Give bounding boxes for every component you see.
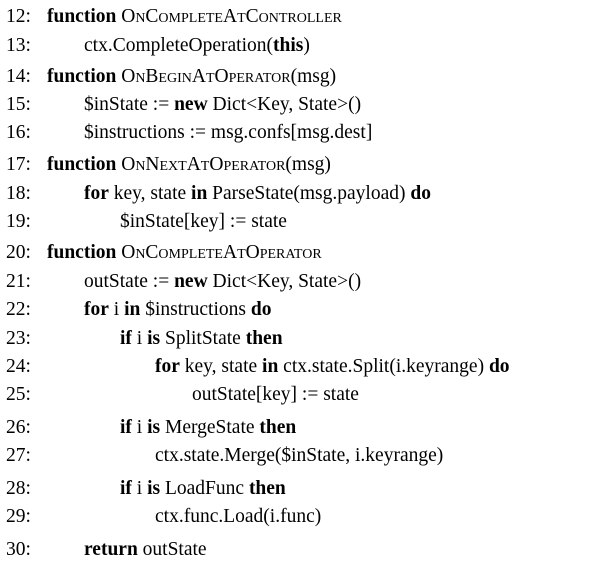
code-text: [120, 326, 283, 352]
code-text: [155, 354, 510, 380]
code-token: outState: [137, 539, 207, 560]
keyword: if: [120, 478, 132, 499]
keyword: in: [124, 299, 141, 320]
code-token: ctx.state.Split(i.keyrange): [278, 356, 489, 377]
keyword: then: [245, 328, 283, 349]
code-text: [84, 537, 207, 563]
code-token: LoadFunc: [160, 478, 249, 499]
keyword: do: [410, 183, 431, 204]
keyword: then: [248, 478, 286, 499]
keyword: do: [250, 299, 272, 320]
code-token: outState :=: [84, 271, 175, 292]
line-number: 17:: [6, 154, 31, 175]
line-number: 23:: [6, 328, 31, 349]
keyword: if: [120, 328, 132, 349]
code-token: ctx.CompleteOperation(: [84, 35, 273, 56]
code-token: $inState :=: [84, 94, 175, 115]
code-token: i: [131, 478, 148, 499]
keyword: for: [84, 299, 109, 320]
code-text: [84, 181, 431, 207]
code-text: [120, 476, 286, 502]
keyword: for: [84, 183, 109, 204]
line-number: 21:: [6, 271, 31, 292]
code-text: [84, 120, 372, 146]
code-text: [47, 64, 336, 90]
line-number: 20:: [6, 242, 31, 263]
code-token: i: [131, 417, 148, 438]
keyword: in: [262, 356, 279, 377]
keyword: function: [47, 66, 117, 87]
keyword: return: [84, 539, 138, 560]
keyword: this: [272, 35, 304, 56]
code-text: [120, 209, 287, 235]
code-token: $instructions: [140, 299, 251, 320]
code-text: [120, 415, 296, 441]
line-number: 27:: [6, 445, 31, 466]
code-token: $instructions := msg.confs[msg.dest]: [84, 122, 373, 143]
code-token: Dict<Key, State>(): [207, 271, 362, 292]
code-token: (msg): [290, 66, 337, 87]
code-text: [155, 443, 443, 469]
line-number: 14:: [6, 66, 31, 87]
code-token: key, state: [179, 356, 263, 377]
code-text: [84, 33, 310, 59]
code-token: (msg): [285, 154, 331, 175]
line-number: 28:: [6, 478, 31, 499]
keyword: is: [147, 417, 161, 438]
code-token: MergeState: [160, 417, 260, 438]
keyword: function: [47, 6, 117, 27]
line-number: 12:: [6, 6, 31, 27]
code-text: [155, 504, 321, 530]
line-number: 25:: [6, 384, 31, 405]
line-number: 15:: [6, 94, 31, 115]
keyword: for: [155, 356, 180, 377]
code-text: [47, 152, 331, 178]
keyword: in: [191, 183, 208, 204]
keyword: do: [488, 356, 510, 377]
code-token: ParseState(msg.payload): [207, 183, 411, 204]
keyword: function: [47, 242, 117, 263]
code-text: [47, 240, 322, 266]
line-number: 24:: [6, 356, 31, 377]
procedure-name: OnCompleteAtOperator: [121, 242, 322, 263]
code-token: Dict<Key, State>(): [207, 94, 362, 115]
keyword: new: [174, 94, 208, 115]
keyword: if: [120, 417, 132, 438]
code-text: [84, 269, 361, 295]
code-token: outState[key] := state: [192, 384, 359, 405]
line-number: 13:: [6, 35, 31, 56]
code-token: key, state: [108, 183, 192, 204]
code-text: [47, 4, 342, 30]
code-text: [84, 92, 361, 118]
code-token: $inState[key] := state: [120, 211, 287, 232]
line-number: 26:: [6, 417, 31, 438]
code-token: i: [131, 328, 148, 349]
keyword: is: [147, 328, 161, 349]
keyword: new: [174, 271, 208, 292]
line-number: 18:: [6, 183, 31, 204]
keyword: function: [47, 154, 117, 175]
keyword: then: [259, 417, 297, 438]
code-token: i: [108, 299, 125, 320]
code-token: SplitState: [160, 328, 246, 349]
code-token: ctx.func.Load(i.func): [155, 506, 322, 527]
line-number: 22:: [6, 299, 31, 320]
procedure-name: OnBeginAtOperator: [121, 66, 291, 87]
line-number: 29:: [6, 506, 31, 527]
code-text: [192, 382, 359, 408]
procedure-name: OnNextAtOperator: [121, 154, 286, 175]
line-number: 16:: [6, 122, 31, 143]
procedure-name: OnCompleteAtController: [121, 6, 342, 27]
code-token: ctx.state.Merge($inState, i.keyrange): [155, 445, 444, 466]
code-token: ): [303, 35, 310, 56]
line-number: 30:: [6, 539, 31, 560]
keyword: is: [147, 478, 161, 499]
line-number: 19:: [6, 211, 31, 232]
code-text: [84, 297, 271, 323]
